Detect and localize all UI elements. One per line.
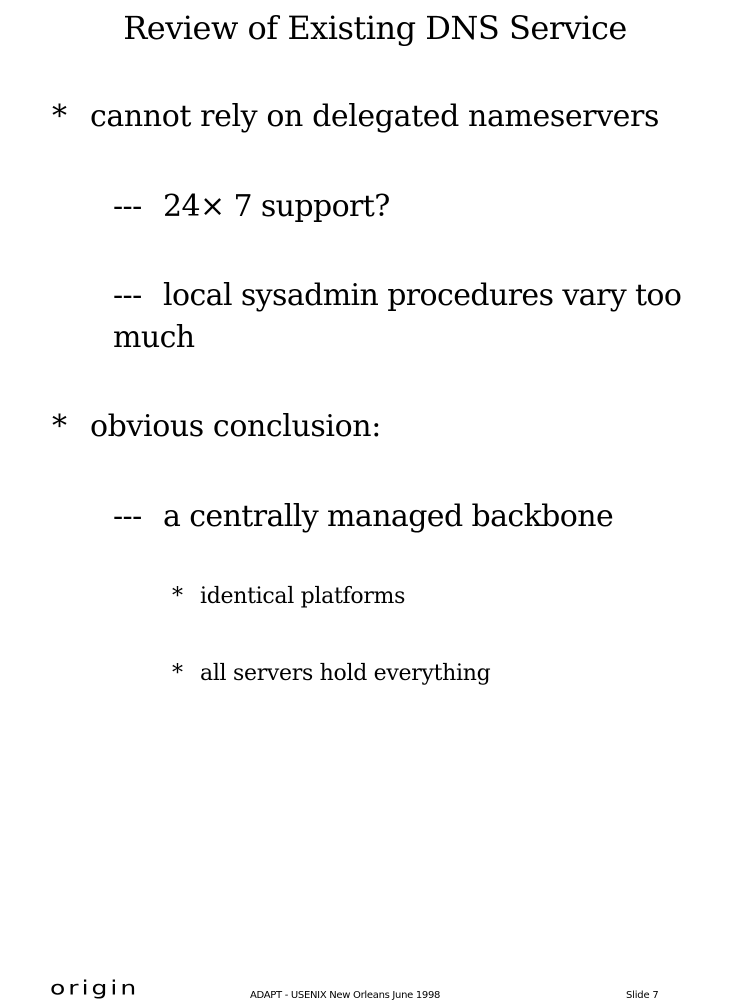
bullet-text: cannot rely on delegated nameservers [90, 99, 659, 134]
sub-bullet-text: local sysadmin procedures vary too much [113, 278, 682, 355]
sub-sub-bullet-item [172, 659, 490, 689]
origin-logo: origin [50, 976, 140, 1000]
sub-bullet-text: a centrally managed backbone [163, 499, 614, 534]
slide-footer [0, 976, 750, 1001]
sub-sub-bullet-item [172, 582, 405, 612]
sub-sub-bullet-marker: * [172, 584, 183, 609]
bullet-marker: * [52, 409, 67, 444]
sub-bullet-item [113, 186, 733, 228]
sub-bullet-marker: --- [113, 278, 142, 313]
bullet-text: obvious conclusion: [90, 409, 381, 444]
sub-bullet-text: 24× 7 support? [163, 189, 390, 224]
sub-bullet-item [113, 496, 733, 538]
sub-bullet-marker: --- [113, 189, 142, 224]
sub-sub-bullet-marker: * [172, 661, 183, 686]
bullet-marker: * [52, 99, 67, 134]
sub-bullet-item [113, 275, 733, 359]
slide-number: Slide 7 [626, 990, 659, 1001]
bullet-item [52, 97, 659, 137]
bullet-item [52, 407, 381, 447]
sub-sub-bullet-text: identical platforms [200, 584, 406, 609]
slide-title: Review of Existing DNS Service [123, 9, 627, 47]
sub-sub-bullet-text: all servers hold everything [200, 661, 491, 686]
footer-event-text: ADAPT - USENIX New Orleans June 1998 [250, 990, 441, 1001]
sub-bullet-marker: --- [113, 499, 142, 534]
